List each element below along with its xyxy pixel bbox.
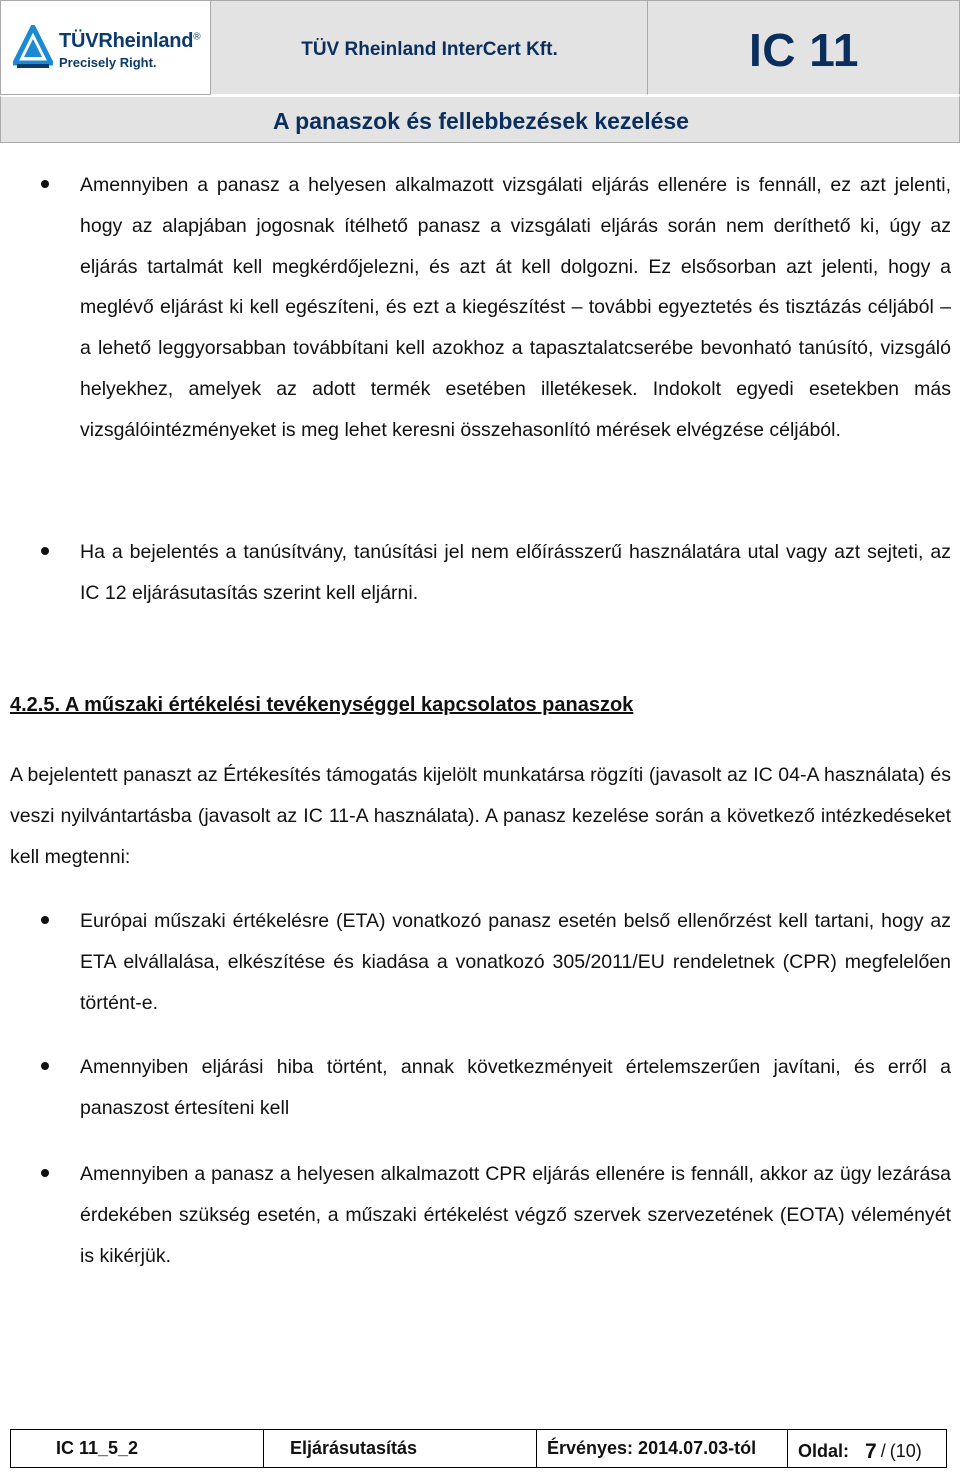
section-heading: 4.2.5. A műszaki értékelési tevékenységgel kapcsolatos panaszok	[10, 694, 634, 716]
company-name: TÜV Rheinland InterCert Kft.	[301, 39, 558, 60]
page-number: 7	[865, 1439, 877, 1463]
doc-code-cell	[648, 0, 960, 95]
page-label: Oldal:	[798, 1441, 850, 1461]
bullet-icon	[41, 1062, 49, 1070]
list-item: Ha a bejelentés a tanúsítvány, tanúsítási jel nem előírásszerű használatára utal vagy azt sejteti, az IC 12 eljárásutasítás szerint kell eljárni.	[80, 541, 951, 604]
bullet-icon	[41, 180, 49, 188]
page-total: (10)	[889, 1441, 922, 1461]
document-header	[0, 0, 960, 143]
company-cell	[211, 0, 648, 95]
tuv-logo	[13, 25, 208, 75]
footer-type: Eljárásutasítás	[264, 1430, 537, 1467]
logo-claim: Precisely Right.	[59, 55, 157, 70]
bullet-icon	[41, 916, 49, 924]
triangle-logo-icon	[13, 25, 53, 69]
list-item: Amennyiben eljárási hiba történt, annak következményeit értelemszerűen javítani, és erről a panaszost értesíteni kell	[80, 1056, 951, 1119]
bullet-icon	[41, 547, 49, 555]
header-top-row	[0, 0, 960, 95]
list-item: Európai műszaki értékelésre (ETA) vonatkozó panasz esetén belső ellenőrzést kell tartani, hogy az ETA elvállalása, elkészítése és kiadása a vonatkozó 305/2011/EU rendeletnek (CPR) megfelelően történt-e.	[80, 910, 951, 1014]
bullet-icon	[41, 1169, 49, 1177]
list-item: Amennyiben a panasz a helyesen alkalmazott vizsgálati eljárás ellenére is fennáll, ez azt jelenti, hogy az alapjában jogosnak ítélhető panasz a vizsgálati eljárás során nem deríthető ki, úgy az eljárás tartalmát kell megkérdőjelezni, és azt át kell dolgozni. Ez elsősorban azt jelenti, hogy a meglévő eljárást ki kell egészíteni, és ezt a kiegészítést – további egyeztetés és tisztázás céljából – a lehető leggyorsabban továbbítani kell azokhoz a tapasztalatcserébe bevonható tanúsító, vizsgáló helyekhez, amelyek az adott termék esetében illetékesek. Indokolt egyedi esetekben más vizsgálóintézményeket is meg lehet keresni összehasonlító mérések elvégzése céljából.	[80, 174, 951, 441]
header-title-row	[0, 95, 960, 143]
footer-page	[788, 1430, 946, 1467]
page-separator: /	[880, 1441, 886, 1461]
logo-name: TÜVRheinland®	[59, 30, 201, 52]
footer-code: IC 11_5_2	[11, 1430, 264, 1467]
footer-validity: Érvényes: 2014.07.03-tól	[537, 1430, 788, 1467]
list-item: Amennyiben a panasz a helyesen alkalmazott CPR eljárás ellenére is fennáll, akkor az ügy lezárása érdekében szükség esetén, a műszaki értékelést végző szervek szervezetének (EOTA) véleményét is kikérjük.	[80, 1163, 951, 1267]
logo-cell	[0, 0, 211, 95]
document-footer	[10, 1429, 947, 1468]
document-code: IC 11	[749, 24, 859, 76]
document-title: A panaszok és fellebbezések kezelése	[273, 108, 689, 134]
section-intro: A bejelentett panaszt az Értékesítés támogatás kijelölt munkatársa rögzíti (javasolt az IC 04-A használata) és veszi nyilvántartásba (javasolt az IC 11-A használata). A panasz kezelése során a következő intézkedéseket kell megtenni:	[10, 764, 951, 868]
